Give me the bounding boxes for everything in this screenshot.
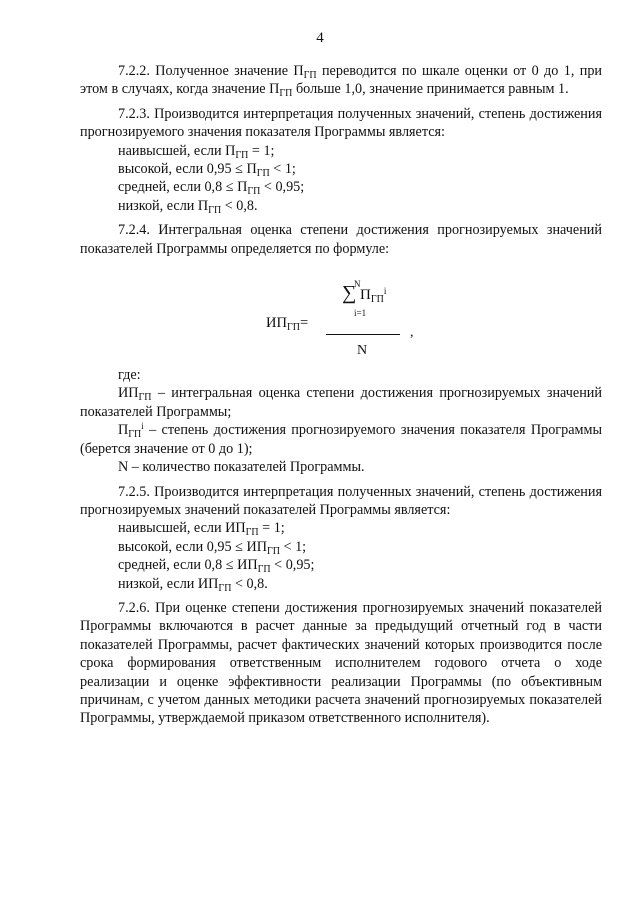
list-item: средней, если $0,8 \le П_{ГП} < 0,95$;	[118, 179, 305, 198]
where-label: где:	[118, 367, 141, 384]
formula-denominator: N	[357, 343, 368, 359]
list-item: наивысшей, если $П_{ГП} = 1$;	[118, 142, 275, 161]
paragraph-7-2-5: 7.2.5. Производится интерпретация полученных значений, степень достижения прогнозируемых значений показателей Программы является:	[80, 483, 602, 518]
list-item: высокой, если $0,95 \le П_{ГП} < 1$;	[118, 161, 296, 180]
list-item: низкой, если $ИП_{ГП} < 0,8$.	[118, 575, 268, 594]
formula-numerator: ∑ N i=1 $П_{ГП}^i$	[342, 279, 387, 319]
paragraph-7-2-3: 7.2.3. Производится интерпретация полученных значений, степень достижения прогнозируемого значения показателя Программы является:	[80, 105, 602, 141]
formula-lhs: $ИП_{ГП}=$	[266, 315, 309, 334]
list-item: высокой, если $0,95 \le ИП_{ГП} < 1$;	[118, 538, 307, 557]
paragraph-7-2-4: 7.2.4. Интегральная оценка степени достижения прогнозируемых значений показателей Программы определяется по формуле:	[80, 222, 602, 257]
list-item: средней, если $0,8 \le ИП_{ГП} < 0,95$;	[118, 557, 315, 576]
integral-formula: ∑ N i=1 $П_{ГП}^i$ $ИП_{ГП}=$ , N	[80, 258, 602, 366]
definition-n: N – количество показателей Программы.	[118, 459, 365, 476]
definition-p: $П_{ГП}^i$ – степень достижения прогнозируемого значения показателя Программы (берется значение от 0 до 1);	[80, 421, 602, 457]
list-item: низкой, если $П_{ГП} < 0,8$.	[118, 197, 258, 216]
paragraph-7-2-6: 7.2.6. При оценке степени достижения прогнозируемых значений показателей Программы включаются в расчет данные за предыдущий отчетный год в части показателей Программы, расчет фактических значений которых производится после срока формирования ответственным исполнителем годового отчета о ходе реализации и оценке эффективности реализации Программы (по объективным причинам, с учетом данных методики расчета значений прогнозируемых показателей Программы, утверждаемой приказом ответственного исполнителя).	[80, 599, 602, 727]
page-number: 4	[316, 30, 324, 46]
definition-ip: $ИП_{ГП}$ – интегральная оценка степени достижения прогнозируемых значений показателей Программы;	[80, 385, 602, 420]
paragraph-7-2-2: 7.2.2. Полученное значение $П_{ГП}$ переводится по шкале оценки от 0 до 1, при этом в случаях, когда значение $П_{ГП}$ больше 1,0, значение принимается равным 1.	[80, 63, 602, 100]
fraction-line	[326, 334, 400, 335]
document-body	[80, 62, 602, 728]
list-item: наивысшей, если $ИП_{ГП} = 1$;	[118, 520, 285, 539]
